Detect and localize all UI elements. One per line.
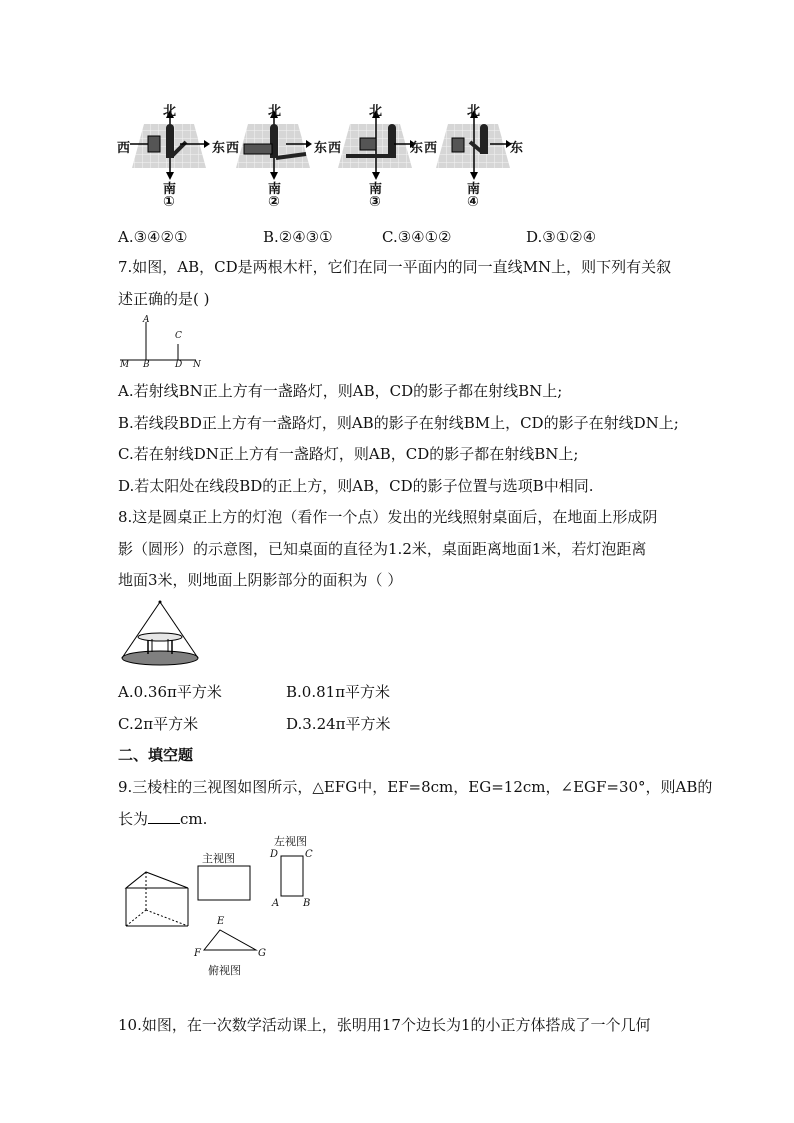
top-view-triangle [204,930,256,950]
prism-drawing [126,872,188,926]
q9-label-d: D [270,849,279,860]
q6-option-d: D.③①②④ [526,228,597,246]
q6-option-b: B.②④③① [263,228,333,246]
figure-label-2: ② [268,194,280,210]
compass-south-2: 南 [268,182,282,197]
q9-label-b: B [303,898,311,909]
q9-stem-line2-post: cm. [180,810,208,828]
compass-panel-2 [236,110,312,180]
compass-west-4: 西 [424,141,438,156]
q8-option-c: C.2π平方米 [118,715,199,733]
q8-figure-svg [118,598,204,674]
q8-option-d: D.3.24π平方米 [286,715,391,733]
q9-answer-blank[interactable] [148,809,180,824]
q6-option-c: C.③④①② [382,228,452,246]
front-view-rect [198,866,250,900]
q9-left-view [278,853,308,901]
compass-south-1: 南 [163,182,177,197]
section-heading: 二、填空题 [118,746,194,764]
q10-stem-line1: 10.如图，在一次数学活动课上，张明用17个边长为1的小正方体搭成了一个几何 [118,1016,651,1034]
compass-north-3: 北 [369,104,383,119]
q9-label-e: E [217,916,225,927]
compass-north-4: 北 [467,104,481,119]
compass-south-4: 南 [467,182,481,197]
top-view-label: 俯视图 [208,964,241,977]
q7-label-c: C [175,331,182,341]
q9-label-f: F [194,948,201,959]
figure-label-4: ④ [467,194,479,210]
left-view-svg [278,853,308,901]
q7-option-b: B.若线段BD正上方有一盏路灯，则AB的影子在射线BM上，CD的影子在射线DN上; [118,414,679,432]
compass-east-4: 东 [510,141,524,156]
q9-stem-line2-pre: 长为 [118,810,149,828]
compass-east-1: 东 [212,141,226,156]
q9-label-c: C [305,849,313,860]
figure-label-3: ③ [369,194,381,210]
compass-north-1: 北 [163,104,177,119]
q8-stem-line1: 8.这是圆桌正上方的灯泡（看作一个点）发出的光线照射桌面后，在地面上形成阴 [118,508,658,526]
q8-stem-line3: 地面3米，则地面上阴影部分的面积为（ ） [118,571,403,589]
q6-option-a: A.③④②① [118,228,188,246]
q7-stem-line2: 述正确的是( ) [118,290,210,308]
front-view-label: 主视图 [202,852,235,865]
q8-option-b: B.0.81π平方米 [286,683,391,701]
q7-label-d: D [175,360,183,370]
compass-east-2: 东 [314,141,328,156]
q9-label-g: G [258,948,266,959]
compass-panel-4 [436,110,512,180]
q7-stem-line1: 7.如图，AB，CD是两根木杆，它们在同一平面内的同一直线MN上，则下列有关叙 [118,258,672,276]
figure-label-1: ① [163,194,175,210]
compass-panel-1 [130,110,210,180]
q9-label-a: A [272,898,280,909]
q7-option-a: A.若射线BN正上方有一盏路灯，则AB，CD的影子都在射线BN上; [118,382,563,400]
left-view-label: 左视图 [274,835,307,848]
compass-west-2: 西 [226,141,240,156]
q7-label-a: A [143,315,150,325]
compass-west-3: 西 [328,141,342,156]
compass-panel-3 [338,110,416,180]
q8-figure [118,598,204,674]
compass-west-1: 西 [117,141,131,156]
q7-label-m: M [120,360,130,370]
q7-option-c: C.若在射线DN正上方有一盏路灯，则AB，CD的影子都在射线BN上; [118,445,579,463]
q8-stem-line2: 影（圆形）的示意图，已知桌面的直径为1.2米，桌面距离地面1米，若灯泡距离 [118,540,647,558]
q7-label-b: B [143,360,150,370]
compass-east-3: 东 [410,141,424,156]
compass-north-2: 北 [268,104,282,119]
q9-stem-line2 [118,809,207,829]
compass-south-3: 南 [369,182,383,197]
q9-stem-line1: 9.三棱柱的三视图如图所示，△EFG中，EF=8cm，EG=12cm，∠EGF=30°，则AB的 [118,778,713,796]
q7-option-d: D.若太阳处在线段BD的正上方，则AB，CD的影子位置与选项B中相同. [118,477,594,495]
q7-label-n: N [193,360,201,370]
q8-option-a: A.0.36π平方米 [118,683,222,701]
